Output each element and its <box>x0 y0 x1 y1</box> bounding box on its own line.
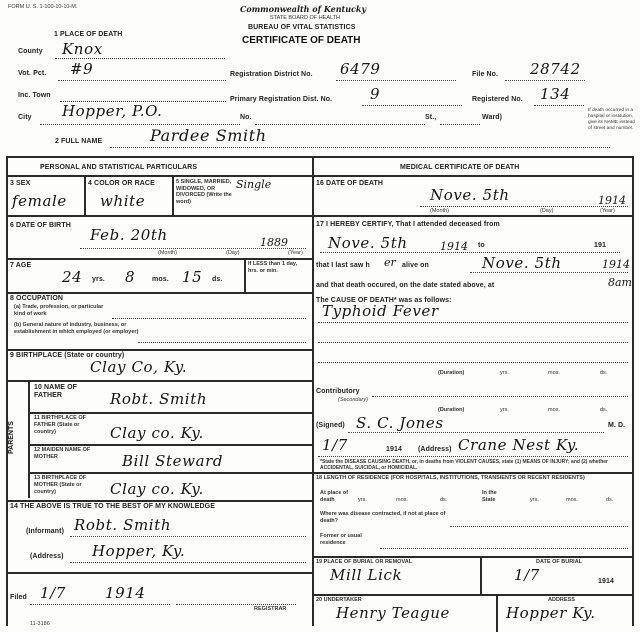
age-days: 15 <box>182 268 203 286</box>
burial-value: Mill Lick <box>330 566 403 584</box>
reg-district-label: Registration District No. <box>230 71 313 78</box>
filed-label: Filed <box>10 594 27 601</box>
hospital-note: If death occurred in a hospital or institution, give its NAME instead of street and number. <box>588 108 635 131</box>
undertaker-address: Hopper Ky. <box>506 604 596 622</box>
res-ds-2: ds. <box>606 497 614 503</box>
filed-year: 1914 <box>105 584 146 602</box>
ryear-label: (Year) <box>600 208 615 214</box>
inc-town-label: Inc. Town <box>18 92 51 99</box>
res-ds-1: ds. <box>440 497 448 503</box>
last-saw-label: that I last saw h <box>316 262 370 269</box>
secondary-label: (Secondary) <box>338 397 368 403</box>
day-label: (Day) <box>226 250 240 256</box>
last-saw-date: Nove. 5th <box>482 254 562 272</box>
medical-heading: MEDICAL CERTIFICATE OF DEATH <box>400 164 520 171</box>
form-number: FORM U. S. 1-100-10-10-M. <box>8 4 78 10</box>
certify-label: 17 I HEREBY CERTIFY, That I attended deceased from <box>316 221 500 228</box>
to-year-label: 191 <box>594 242 606 249</box>
res-mos-1: mos. <box>396 497 408 503</box>
parents-label: PARENTS <box>8 421 15 455</box>
registered-number: 134 <box>540 85 571 103</box>
color-label: 4 COLOR OR RACE <box>88 180 155 187</box>
rd-yrs-2: yrs. <box>500 407 509 413</box>
date-death-value: Nove. 5th <box>430 186 510 204</box>
vot-value: #9 <box>70 60 94 78</box>
signed-address-label: (Address) <box>418 446 452 453</box>
date-death-year: 1914 <box>598 194 626 207</box>
mos-label: mos. <box>152 276 169 283</box>
full-name-value: Pardee Smith <box>150 126 267 145</box>
res-yrs-1: yrs. <box>358 497 367 503</box>
at-place-label: At place of death <box>320 490 349 503</box>
personal-heading: PERSONAL AND STATISTICAL PARTICULARS <box>40 164 198 171</box>
signed-year: 1914 <box>386 446 402 453</box>
marital-value: Single <box>236 178 272 191</box>
age-years: 24 <box>62 268 83 286</box>
rmonth-label: (Month) <box>430 208 449 214</box>
county-value: Knox <box>62 40 103 58</box>
birthplace-label: 9 BIRTHPLACE (State or country) <box>10 352 125 359</box>
rd-ds-2: ds. <box>600 407 608 413</box>
vot-label: Vot. Pct. <box>18 70 47 77</box>
sex-value: female <box>12 192 67 210</box>
rday-label: (Day) <box>540 208 554 214</box>
bureau-title: BUREAU OF VITAL STATISTICS <box>248 24 356 31</box>
attended-from-year: 1914 <box>440 240 468 253</box>
burial-date: 1/7 <box>514 566 540 584</box>
residence-label: 18 LENGTH OF RESIDENCE (FOR HOSPITALS, INSTITUTIONS, TRANSIENTS OR RECENT RESIDENTS) <box>316 475 585 481</box>
res-mos-2: mos. <box>566 497 578 503</box>
less-than-label: If LESS than 1 day, hrs. or min. <box>248 261 298 274</box>
certificate-title: CERTIFICATE OF DEATH <box>242 35 361 46</box>
rd-mos-1: mos. <box>548 370 560 376</box>
city-label: City <box>18 114 32 121</box>
last-saw-year: 1914 <box>602 258 630 271</box>
cause-value: Typhoid Fever <box>322 302 439 320</box>
full-name-label: 2 FULL NAME <box>55 138 103 145</box>
death-hour: 8am <box>608 276 632 289</box>
year-label: (Year) <box>288 250 303 256</box>
father-birthplace-label: 11 BIRTHPLACE OF FATHER (State or country) <box>34 415 86 435</box>
informant-value: Robt. Smith <box>74 516 172 534</box>
ward-label: Ward) <box>482 114 503 121</box>
md-label: M. D. <box>608 422 626 429</box>
date-death-label: 16 DATE OF DEATH <box>316 180 384 187</box>
mother-label: 12 MAIDEN NAME OF MOTHER <box>34 447 91 460</box>
signed-label: (Signed) <box>316 422 345 429</box>
father-label: 10 NAME OF FATHER <box>34 384 78 399</box>
undertaker-address-label: ADDRESS <box>548 597 575 603</box>
registered-label: Registered No. <box>472 96 523 103</box>
father-value: Robt. Smith <box>110 390 208 408</box>
undertaker-value: Henry Teague <box>336 604 451 622</box>
birthplace-value: Clay Co, Ky. <box>90 358 188 376</box>
age-months: 8 <box>125 268 136 286</box>
dob-year: 1889 <box>260 236 288 249</box>
father-birthplace-value: Clay co. Ky. <box>110 424 204 442</box>
burial-year: 1914 <box>598 578 614 585</box>
last-saw-h: er <box>384 256 396 269</box>
to-label: to <box>478 242 485 249</box>
rd-ds-1: ds. <box>600 370 608 376</box>
last-saw-suffix: alive on <box>402 262 429 269</box>
city-value: Hopper, P.O. <box>62 102 163 120</box>
burial-date-label: DATE OF BURIAL <box>536 559 583 565</box>
rd-mos-2: mos. <box>548 407 560 413</box>
informant-label: (Informant) <box>26 528 65 535</box>
mother-birthplace-label: 13 BIRTHPLACE OF MOTHER (State or country) <box>34 475 87 495</box>
registrar-label: REGISTRAR <box>254 606 287 612</box>
dob-value: Feb. 20th <box>90 226 168 244</box>
file-number: 28742 <box>530 60 581 78</box>
res-yrs-2: yrs. <box>530 497 539 503</box>
occupation-label: 8 OCCUPATION <box>10 295 64 302</box>
file-label: File No. <box>472 71 499 78</box>
st-label: St., <box>425 114 437 121</box>
in-state-label: In the State <box>482 490 497 503</box>
death-occurred-label: and that death occured, on the date stated above, at <box>316 282 495 289</box>
mother-birthplace-value: Clay co. Ky. <box>110 480 204 498</box>
signed-address: Crane Nest Ky. <box>458 436 580 454</box>
board-title: STATE BOARD OF HEALTH <box>270 15 340 21</box>
former-residence-label: Former or usual residence <box>320 533 362 546</box>
county-label: County <box>18 48 43 55</box>
age-label: 7 AGE <box>10 262 32 269</box>
footer-code: 11-3186 <box>30 621 50 627</box>
month-label: (Month) <box>158 250 177 256</box>
burial-label: 19 PLACE OF BURIAL OR REMOVAL <box>316 559 413 565</box>
duration-label-2: (Duration) <box>438 407 465 413</box>
informant-address: Hopper, Ky. <box>92 542 186 560</box>
signed-date: 1/7 <box>322 436 348 454</box>
occupation-b-label: (b) General nature of industry, business, or establishment in which employed (or employer) <box>14 322 139 335</box>
signed-value: S. C. Jones <box>356 414 444 432</box>
duration-label-1: (Duration) <box>438 370 465 376</box>
color-value: white <box>100 192 146 210</box>
place-of-death-label: 1 PLACE OF DEATH <box>54 31 123 38</box>
commonwealth-title: Commonwealth of Kentucky <box>240 4 367 14</box>
primary-value: 9 <box>370 85 381 103</box>
state-note: *State the DISEASE CAUSING DEATH, or, in deaths from VIOLENT CAUSES, state (1) MEANS OF INJURY; and (2) whether ACCIDENTAL, SUICIDAL, or HOMICIDAL. <box>320 459 609 471</box>
cause-label: The CAUSE OF DEATH* was as follows: <box>316 297 452 304</box>
filed-date: 1/7 <box>40 584 66 602</box>
no-label: No. <box>240 114 252 121</box>
dob-label: 6 DATE OF BIRTH <box>10 222 71 229</box>
contributory-label: Contributory <box>316 388 360 395</box>
occupation-a-label: (a) Trade, profession, or particular kind of work <box>14 304 104 317</box>
address-label: (Address) <box>30 553 64 560</box>
marital-label: 5 SINGLE, MARRIED, WIDOWED, OR DIVORCED (Write the word) <box>176 179 232 205</box>
true-statement-label: 14 THE ABOVE IS TRUE TO THE BEST OF MY KNOWLEDGE <box>10 503 215 510</box>
attended-from: Nove. 5th <box>328 234 408 252</box>
ds-label: ds. <box>212 276 223 283</box>
sex-label: 3 SEX <box>10 180 31 187</box>
contracted-label: Where was disease contracted, if not at place of death? <box>320 511 446 524</box>
reg-district-value: 6479 <box>340 60 381 78</box>
primary-label: Primary Registration Dist. No. <box>230 96 333 103</box>
mother-value: Bill Steward <box>122 452 224 470</box>
undertaker-label: 20 UNDERTAKER <box>316 597 362 603</box>
rd-yrs-1: yrs. <box>500 370 509 376</box>
yrs-label: yrs. <box>92 276 105 283</box>
